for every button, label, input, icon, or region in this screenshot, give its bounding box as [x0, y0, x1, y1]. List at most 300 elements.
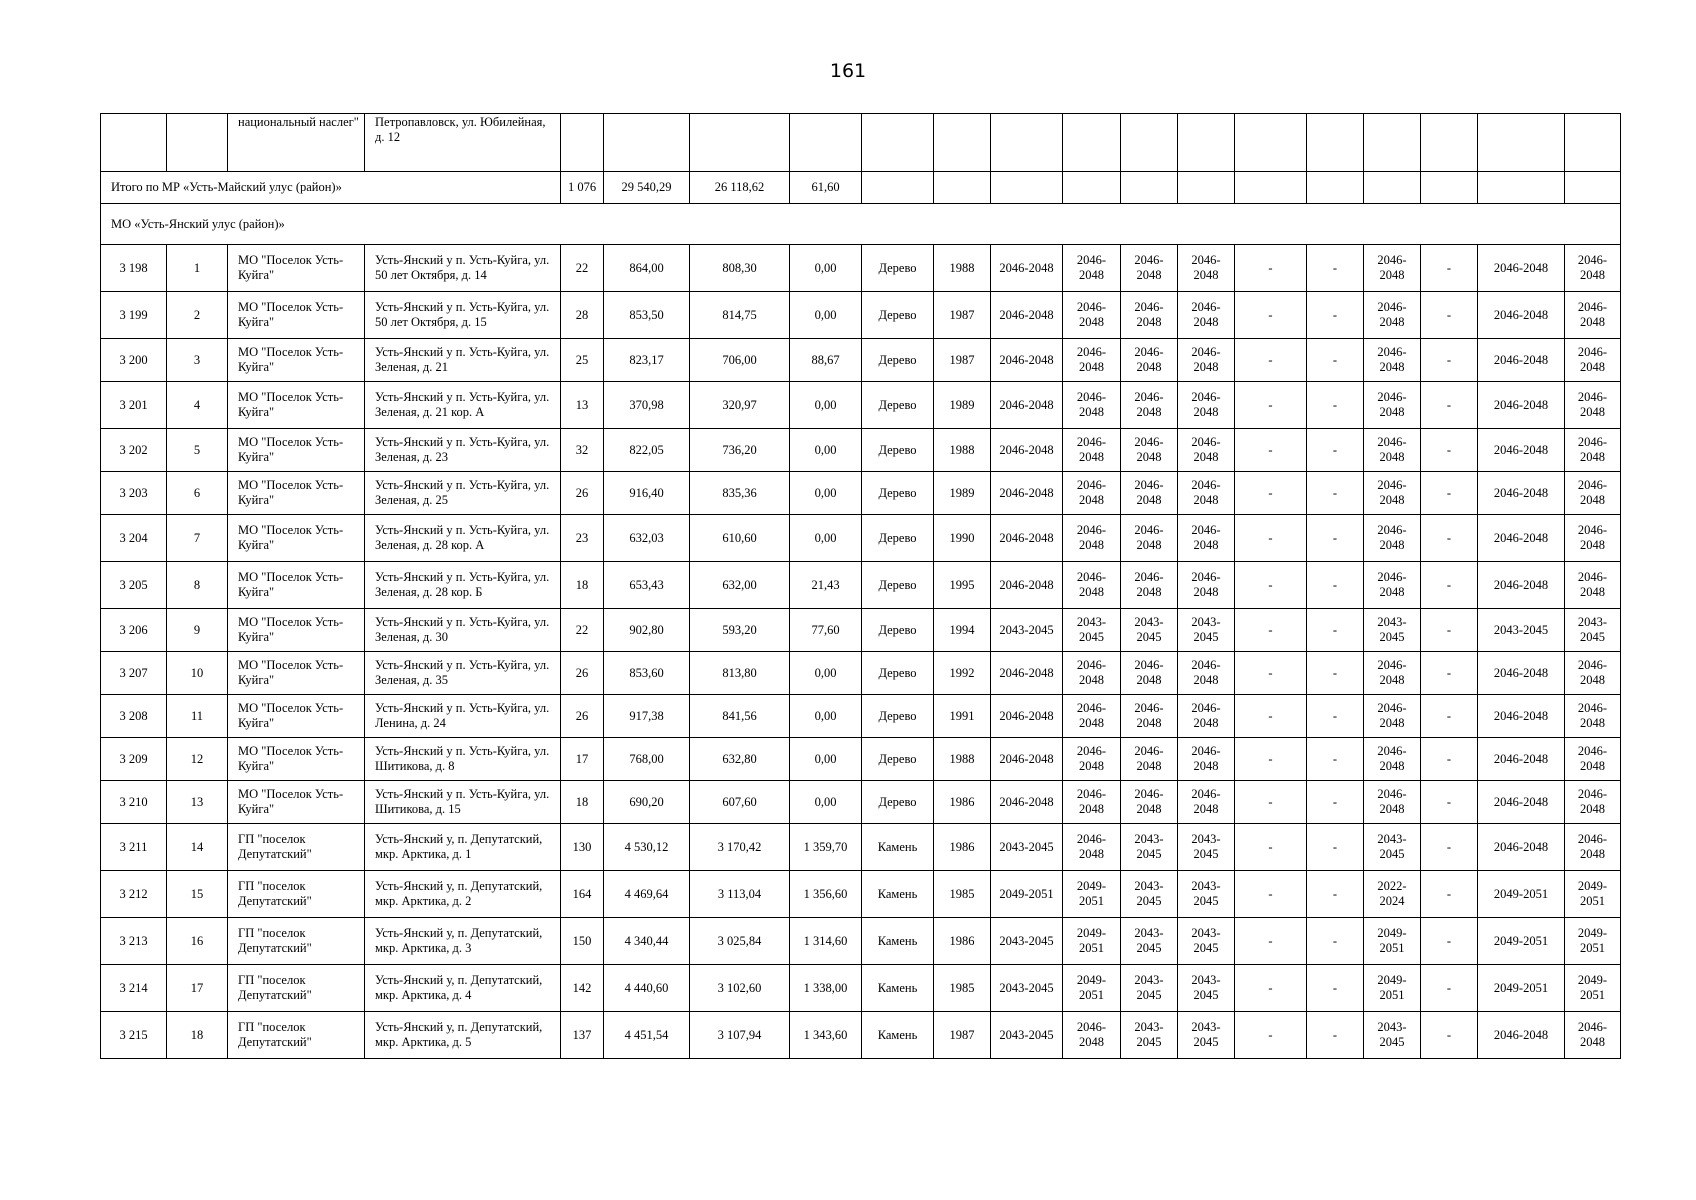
repair-period: - [1307, 824, 1364, 871]
address-cell: Усть-Янский у п. Усть-Куйга, ул. Зеленая, д. 23 [365, 429, 561, 472]
register-body [101, 114, 1621, 1059]
address-cell: Усть-Янский у п. Усть-Куйга, ул. Шитикова, д. 15 [365, 781, 561, 824]
repair-period: 2046-2048 [1565, 652, 1621, 695]
address-cell: Усть-Янский у п. Усть-Куйга, ул. Зеленая, д. 21 кор. А [365, 382, 561, 429]
address-cell: Усть-Янский у п. Усть-Куйга, ул. 50 лет Октября, д. 15 [365, 292, 561, 339]
build-year: 1995 [934, 562, 991, 609]
repair-period: 2043-2045 [1178, 871, 1235, 918]
row-id: 3 199 [101, 292, 167, 339]
repair-period: - [1421, 472, 1478, 515]
municipality-cell: МО "Поселок Усть-Куйга" [228, 472, 365, 515]
living-area: 632,80 [690, 738, 790, 781]
total-area: 864,00 [604, 245, 690, 292]
district-total-label: Итого по МР «Усть-Майский улус (район)» [101, 172, 561, 204]
repair-period: 2049-2051 [1063, 918, 1121, 965]
municipality-cell: МО "Поселок Усть-Куйга" [228, 515, 365, 562]
repair-period: - [1235, 472, 1307, 515]
repair-period: 2046-2048 [1063, 515, 1121, 562]
residents-count: 23 [561, 515, 604, 562]
repair-period: - [1235, 965, 1307, 1012]
repair-period: 2046-2048 [1565, 429, 1621, 472]
total-area: 4 530,12 [604, 824, 690, 871]
repair-period: 2046-2048 [1178, 292, 1235, 339]
repair-period: 2046-2048 [1121, 292, 1178, 339]
row-id: 3 215 [101, 1012, 167, 1059]
repair-period: 2043-2045 [991, 918, 1063, 965]
nonliving-area: 1 314,60 [790, 918, 862, 965]
repair-period: 2046-2048 [1565, 292, 1621, 339]
repair-period: 2049-2051 [1063, 965, 1121, 1012]
repair-period: 2046-2048 [1478, 695, 1565, 738]
table-row [101, 1012, 1621, 1059]
repair-period: 2046-2048 [1364, 245, 1421, 292]
nonliving-area: 0,00 [790, 738, 862, 781]
repair-period: 2046-2048 [1121, 515, 1178, 562]
address-cell: Усть-Янский у п. Усть-Куйга, ул. Зеленая, д. 28 кор. Б [365, 562, 561, 609]
municipality-cell: ГП "поселок Депутатский" [228, 824, 365, 871]
living-area: 706,00 [690, 339, 790, 382]
address-cell: Усть-Янский у, п. Депутатский, мкр. Арктика, д. 5 [365, 1012, 561, 1059]
repair-period: 2046-2048 [1478, 429, 1565, 472]
repair-period: - [1307, 695, 1364, 738]
build-year: 1986 [934, 918, 991, 965]
residents-count: 22 [561, 609, 604, 652]
repair-period: 2046-2048 [1565, 382, 1621, 429]
living-area: 3 113,04 [690, 871, 790, 918]
repair-period: - [1421, 245, 1478, 292]
table-row [101, 515, 1621, 562]
repair-period: 2046-2048 [1478, 738, 1565, 781]
repair-period: 2046-2048 [1364, 429, 1421, 472]
repair-period: 2046-2048 [1478, 824, 1565, 871]
municipality-cell: национальный наслег" [228, 114, 365, 172]
repair-period: 2043-2045 [991, 965, 1063, 1012]
municipality-cell: МО "Поселок Усть-Куйга" [228, 695, 365, 738]
row-number: 17 [167, 965, 228, 1012]
living-area: 610,60 [690, 515, 790, 562]
repair-period: - [1421, 824, 1478, 871]
repair-period: 2046-2048 [1565, 339, 1621, 382]
total-area: 917,38 [604, 695, 690, 738]
repair-period: - [1421, 781, 1478, 824]
repair-period: 2046-2048 [1063, 695, 1121, 738]
repair-period: - [1307, 871, 1364, 918]
nonliving-area: 0,00 [790, 695, 862, 738]
nonliving-area: 1 359,70 [790, 824, 862, 871]
row-id: 3 205 [101, 562, 167, 609]
repair-period: 2046-2048 [1178, 245, 1235, 292]
address-cell: Усть-Янский у п. Усть-Куйга, ул. Зеленая, д. 28 кор. А [365, 515, 561, 562]
municipality-cell: ГП "поселок Депутатский" [228, 1012, 365, 1059]
repair-period: - [1235, 609, 1307, 652]
nonliving-area: 0,00 [790, 781, 862, 824]
total-area: 853,50 [604, 292, 690, 339]
repair-period: 2046-2048 [991, 472, 1063, 515]
repair-period: - [1235, 652, 1307, 695]
repair-period: - [1421, 562, 1478, 609]
repair-period: 2046-2048 [1478, 781, 1565, 824]
repair-period: 2046-2048 [1121, 562, 1178, 609]
table-row [101, 824, 1621, 871]
total-area: 4 440,60 [604, 965, 690, 1012]
repair-period: 2046-2048 [1121, 781, 1178, 824]
repair-period: 2046-2048 [1121, 695, 1178, 738]
repair-period: 2043-2045 [1063, 609, 1121, 652]
wall-material: Дерево [862, 652, 934, 695]
repair-period: - [1235, 515, 1307, 562]
wall-material: Дерево [862, 339, 934, 382]
row-id: 3 210 [101, 781, 167, 824]
repair-period: 2046-2048 [1364, 781, 1421, 824]
address-cell: Усть-Янский у п. Усть-Куйга, ул. Зеленая, д. 21 [365, 339, 561, 382]
repair-period: - [1421, 918, 1478, 965]
repair-period: 2046-2048 [1063, 781, 1121, 824]
wall-material: Дерево [862, 609, 934, 652]
municipality-cell: МО "Поселок Усть-Куйга" [228, 562, 365, 609]
repair-period: 2046-2048 [991, 695, 1063, 738]
row-id: 3 209 [101, 738, 167, 781]
living-area: 3 102,60 [690, 965, 790, 1012]
repair-period: 2043-2045 [1178, 965, 1235, 1012]
table-row [101, 695, 1621, 738]
municipality-cell: МО "Поселок Усть-Куйга" [228, 245, 365, 292]
address-cell: Усть-Янский у, п. Депутатский, мкр. Арктика, д. 3 [365, 918, 561, 965]
section-header-row [101, 204, 1621, 245]
repair-period: 2043-2045 [1478, 609, 1565, 652]
wall-material: Камень [862, 1012, 934, 1059]
wall-material: Камень [862, 918, 934, 965]
repair-period: 2049-2051 [1478, 871, 1565, 918]
repair-period: - [1421, 1012, 1478, 1059]
row-number: 11 [167, 695, 228, 738]
repair-period: 2043-2045 [1121, 609, 1178, 652]
repair-period: 2043-2045 [1121, 1012, 1178, 1059]
repair-period: 2043-2045 [1121, 965, 1178, 1012]
wall-material: Камень [862, 965, 934, 1012]
repair-period: - [1307, 339, 1364, 382]
repair-period: 2046-2048 [1565, 738, 1621, 781]
municipality-cell: ГП "поселок Депутатский" [228, 918, 365, 965]
repair-period: 2046-2048 [1478, 515, 1565, 562]
residents-count: 26 [561, 695, 604, 738]
repair-period: 2046-2048 [991, 429, 1063, 472]
row-id: 3 208 [101, 695, 167, 738]
total-area: 823,17 [604, 339, 690, 382]
build-year: 1988 [934, 738, 991, 781]
living-area: 632,00 [690, 562, 790, 609]
repair-period: - [1235, 382, 1307, 429]
repair-period: 2046-2048 [1063, 382, 1121, 429]
repair-period: 2046-2048 [1063, 562, 1121, 609]
build-year: 1987 [934, 292, 991, 339]
living-area: 607,60 [690, 781, 790, 824]
repair-period: 2046-2048 [1565, 245, 1621, 292]
table-row [101, 738, 1621, 781]
repair-period: 2046-2048 [1364, 382, 1421, 429]
build-year: 1986 [934, 781, 991, 824]
residents-count: 28 [561, 292, 604, 339]
row-number: 8 [167, 562, 228, 609]
repair-period: - [1421, 382, 1478, 429]
repair-period: 2046-2048 [1364, 292, 1421, 339]
repair-period: 2046-2048 [1364, 738, 1421, 781]
row-number: 13 [167, 781, 228, 824]
living-area: 835,36 [690, 472, 790, 515]
total-area: 4 340,44 [604, 918, 690, 965]
repair-period: 2046-2048 [1178, 515, 1235, 562]
repair-period: - [1235, 1012, 1307, 1059]
repair-period: - [1307, 652, 1364, 695]
repair-period: 2046-2048 [1063, 339, 1121, 382]
table-row [101, 562, 1621, 609]
repair-period: - [1421, 965, 1478, 1012]
address-cell: Усть-Янский у п. Усть-Куйга, ул. Зеленая, д. 35 [365, 652, 561, 695]
repair-period: - [1235, 918, 1307, 965]
row-number: 18 [167, 1012, 228, 1059]
municipality-cell: ГП "поселок Депутатский" [228, 965, 365, 1012]
residents-count: 26 [561, 652, 604, 695]
repair-period: 2046-2048 [991, 245, 1063, 292]
repair-period: 2046-2048 [991, 339, 1063, 382]
living-area: 593,20 [690, 609, 790, 652]
total-area: 690,20 [604, 781, 690, 824]
living-area: 814,75 [690, 292, 790, 339]
living-area: 3 107,94 [690, 1012, 790, 1059]
nonliving-area: 1 343,60 [790, 1012, 862, 1059]
repair-period: 2046-2048 [1178, 652, 1235, 695]
living-area: 813,80 [690, 652, 790, 695]
repair-period: 2046-2048 [1121, 245, 1178, 292]
wall-material: Камень [862, 824, 934, 871]
row-number: 3 [167, 339, 228, 382]
total-area: 853,60 [604, 652, 690, 695]
total-area: 822,05 [604, 429, 690, 472]
nonliving-area: 0,00 [790, 652, 862, 695]
repair-period: 2046-2048 [1478, 382, 1565, 429]
repair-period: 2046-2048 [1063, 292, 1121, 339]
repair-period: - [1307, 245, 1364, 292]
repair-period: - [1421, 429, 1478, 472]
repair-period: - [1235, 871, 1307, 918]
wall-material: Дерево [862, 695, 934, 738]
total-area: 29 540,29 [604, 172, 690, 204]
repair-period: 2046-2048 [991, 652, 1063, 695]
total-area: 902,80 [604, 609, 690, 652]
repair-period: - [1307, 965, 1364, 1012]
row-id: 3 198 [101, 245, 167, 292]
build-year: 1985 [934, 965, 991, 1012]
row-number: 1 [167, 245, 228, 292]
repair-period: 2049-2051 [1364, 918, 1421, 965]
row-id: 3 200 [101, 339, 167, 382]
nonliving-area: 0,00 [790, 245, 862, 292]
repair-period: 2046-2048 [1063, 1012, 1121, 1059]
table-row [101, 292, 1621, 339]
repair-period: - [1307, 562, 1364, 609]
wall-material: Дерево [862, 429, 934, 472]
table-row [101, 781, 1621, 824]
repair-period: - [1307, 918, 1364, 965]
row-number: 5 [167, 429, 228, 472]
nonliving-area: 0,00 [790, 429, 862, 472]
nonliving-area: 0,00 [790, 515, 862, 562]
build-year: 1990 [934, 515, 991, 562]
repair-period: 2049-2051 [1565, 965, 1621, 1012]
repair-period: - [1235, 695, 1307, 738]
row-id: 3 203 [101, 472, 167, 515]
total-area-nonliving: 61,60 [790, 172, 862, 204]
repair-period: - [1235, 738, 1307, 781]
repair-period: 2046-2048 [1178, 472, 1235, 515]
repair-period: 2043-2045 [1364, 609, 1421, 652]
build-year: 1988 [934, 429, 991, 472]
build-year: 1989 [934, 382, 991, 429]
residents-count: 13 [561, 382, 604, 429]
residents-count: 32 [561, 429, 604, 472]
municipality-cell: МО "Поселок Усть-Куйга" [228, 738, 365, 781]
repair-period: 2046-2048 [1364, 562, 1421, 609]
municipality-cell: МО "Поселок Усть-Куйга" [228, 652, 365, 695]
continuation-row [101, 114, 1621, 172]
table-row [101, 965, 1621, 1012]
repair-period: 2049-2051 [1478, 965, 1565, 1012]
address-cell: Усть-Янский у, п. Депутатский, мкр. Арктика, д. 1 [365, 824, 561, 871]
repair-period: 2043-2045 [1565, 609, 1621, 652]
repair-period: 2049-2051 [1063, 871, 1121, 918]
wall-material: Дерево [862, 292, 934, 339]
repair-period: 2046-2048 [1478, 472, 1565, 515]
table-row [101, 871, 1621, 918]
repair-period: 2049-2051 [1364, 965, 1421, 1012]
repair-period: 2049-2051 [991, 871, 1063, 918]
repair-period: 2043-2045 [991, 609, 1063, 652]
residents-count: 17 [561, 738, 604, 781]
residents-count: 18 [561, 781, 604, 824]
repair-period: 2043-2045 [1121, 871, 1178, 918]
address-cell: Усть-Янский у п. Усть-Куйга, ул. Ленина, д. 24 [365, 695, 561, 738]
repair-period: 2046-2048 [1478, 339, 1565, 382]
repair-period: 2046-2048 [991, 562, 1063, 609]
living-area: 3 170,42 [690, 824, 790, 871]
section-title: МО «Усть-Янский улус (район)» [101, 204, 1621, 245]
repair-period: 2046-2048 [1478, 562, 1565, 609]
repair-period: 2043-2045 [1364, 824, 1421, 871]
page-number: 161 [829, 60, 867, 82]
repair-period: 2046-2048 [1478, 652, 1565, 695]
repair-period: 2046-2048 [1565, 695, 1621, 738]
repair-period: 2046-2048 [1565, 781, 1621, 824]
repair-period: - [1307, 515, 1364, 562]
repair-period: 2046-2048 [1178, 429, 1235, 472]
repair-period: 2046-2048 [991, 781, 1063, 824]
wall-material: Дерево [862, 515, 934, 562]
nonliving-area: 21,43 [790, 562, 862, 609]
living-area: 808,30 [690, 245, 790, 292]
nonliving-area: 1 356,60 [790, 871, 862, 918]
nonliving-area: 77,60 [790, 609, 862, 652]
address-cell: Петропавловск, ул. Юбилейная, д. 12 [365, 114, 561, 172]
total-area: 653,43 [604, 562, 690, 609]
repair-period: - [1235, 429, 1307, 472]
living-area: 320,97 [690, 382, 790, 429]
repair-period: 2046-2048 [1364, 339, 1421, 382]
row-number: 15 [167, 871, 228, 918]
total-area: 632,03 [604, 515, 690, 562]
nonliving-area: 88,67 [790, 339, 862, 382]
repair-period: 2043-2045 [1178, 824, 1235, 871]
repair-period: 2046-2048 [1565, 515, 1621, 562]
residents-count: 164 [561, 871, 604, 918]
repair-period: 2046-2048 [1478, 1012, 1565, 1059]
repair-period: 2046-2048 [1063, 245, 1121, 292]
wall-material: Дерево [862, 472, 934, 515]
repair-period: 2046-2048 [1478, 245, 1565, 292]
build-year: 1991 [934, 695, 991, 738]
repair-period: - [1421, 695, 1478, 738]
repair-period: 2046-2048 [1364, 515, 1421, 562]
repair-period: 2046-2048 [991, 515, 1063, 562]
repair-period: 2043-2045 [1178, 1012, 1235, 1059]
nonliving-area: 0,00 [790, 382, 862, 429]
row-id: 3 213 [101, 918, 167, 965]
repair-period: 2049-2051 [1478, 918, 1565, 965]
wall-material: Дерево [862, 562, 934, 609]
repair-period: 2049-2051 [1565, 871, 1621, 918]
repair-period: 2046-2048 [1178, 339, 1235, 382]
build-year: 1992 [934, 652, 991, 695]
total-area: 370,98 [604, 382, 690, 429]
residents-count: 22 [561, 245, 604, 292]
repair-period: - [1235, 245, 1307, 292]
repair-period: - [1421, 609, 1478, 652]
row-number: 4 [167, 382, 228, 429]
repair-period: 2046-2048 [1565, 824, 1621, 871]
wall-material: Камень [862, 871, 934, 918]
total-area-living: 26 118,62 [690, 172, 790, 204]
repair-period: 2046-2048 [1364, 472, 1421, 515]
row-id: 3 206 [101, 609, 167, 652]
total-count: 1 076 [561, 172, 604, 204]
repair-period: 2046-2048 [1121, 652, 1178, 695]
wall-material: Дерево [862, 382, 934, 429]
repair-period: - [1307, 738, 1364, 781]
repair-period: 2043-2045 [991, 824, 1063, 871]
repair-period: - [1307, 472, 1364, 515]
wall-material: Дерево [862, 781, 934, 824]
repair-period: 2046-2048 [1565, 562, 1621, 609]
total-area: 916,40 [604, 472, 690, 515]
row-number: 2 [167, 292, 228, 339]
living-area: 3 025,84 [690, 918, 790, 965]
repair-period: 2043-2045 [1364, 1012, 1421, 1059]
municipality-cell: МО "Поселок Усть-Куйга" [228, 429, 365, 472]
residents-count: 25 [561, 339, 604, 382]
repair-period: 2022-2024 [1364, 871, 1421, 918]
residents-count: 142 [561, 965, 604, 1012]
repair-period: 2046-2048 [1063, 429, 1121, 472]
residents-count: 130 [561, 824, 604, 871]
repair-period: 2043-2045 [1121, 918, 1178, 965]
nonliving-area: 1 338,00 [790, 965, 862, 1012]
repair-period: 2043-2045 [991, 1012, 1063, 1059]
build-year: 1988 [934, 245, 991, 292]
row-id: 3 202 [101, 429, 167, 472]
repair-period: 2046-2048 [1121, 472, 1178, 515]
repair-period: - [1307, 429, 1364, 472]
table-row [101, 429, 1621, 472]
wall-material: Дерево [862, 245, 934, 292]
table-row [101, 382, 1621, 429]
